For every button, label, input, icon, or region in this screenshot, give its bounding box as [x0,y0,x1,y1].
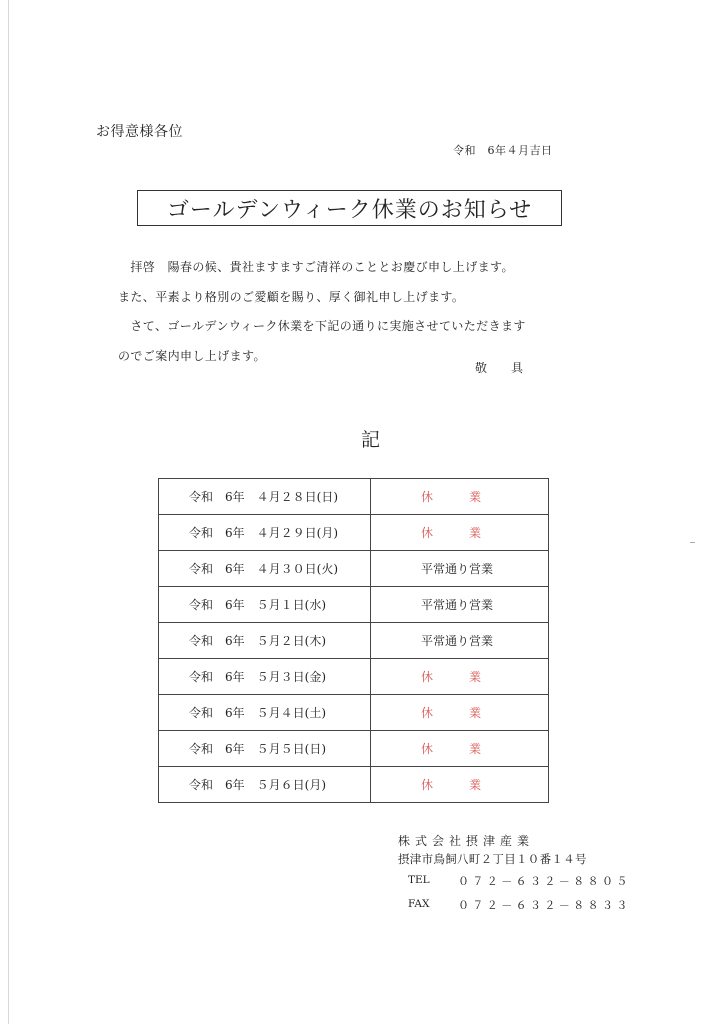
schedule-date-cell: 令和 6年 ５月６日(月) [159,767,371,803]
fax-number: ０７２－６３２－８８３３ [458,899,631,912]
title-box [137,190,562,226]
schedule-date-cell: 令和 6年 ４月２８日(日) [159,479,371,515]
schedule-status-cell: 休 業 [371,659,549,695]
schedule-table [158,478,549,803]
schedule-status-cell: 平常通り営業 [371,587,549,623]
schedule-status-cell: 休 業 [371,695,549,731]
table-row [159,515,549,551]
company-address: 摂津市鳥飼八町２丁目１０番１４号 [398,852,587,866]
ki-heading: 記 [361,429,381,451]
table-row [159,551,549,587]
body-line-1: 拝啓 陽春の候、貴社ますますご清祥のこととお慶び申し上げます。 [118,260,514,274]
schedule-date-cell: 令和 6年 ４月２９日(月) [159,515,371,551]
table-row [159,695,549,731]
body-line-2: また、平素より格別のご愛顧を賜り、厚く御礼申し上げます。 [118,290,465,304]
table-row [159,659,549,695]
body-line-3: さて、ゴールデンウィーク休業を下記の通りに実施させていただきます [118,319,526,333]
schedule-status-cell: 休 業 [371,479,549,515]
body-line-4: のでご案内申し上げます。 [118,349,266,363]
table-row [159,623,549,659]
schedule-date-cell: 令和 6年 ５月４日(土) [159,695,371,731]
schedule-status-cell: 休 業 [371,731,549,767]
schedule-date-cell: 令和 6年 ５月１日(水) [159,587,371,623]
issue-date: 令和 6年４月吉日 [453,144,553,157]
page-edge [8,0,9,1024]
schedule-status-cell: 休 業 [371,767,549,803]
schedule-status-cell: 休 業 [371,515,549,551]
schedule-date-cell: 令和 6年 ５月５日(日) [159,731,371,767]
company-name: 株式会社摂津産業 [398,834,535,848]
table-row [159,731,549,767]
table-row [159,587,549,623]
table-row [159,479,549,515]
schedule-status-cell: 平常通り営業 [371,623,549,659]
tel-number: ０７２－６３２－８８０５ [458,875,631,888]
schedule-status-cell: 平常通り営業 [371,551,549,587]
schedule-date-cell: 令和 6年 ５月２日(木) [159,623,371,659]
table-row [159,767,549,803]
fax-label: FAX [408,898,430,910]
closing-phrase: 敬 具 [475,361,524,375]
schedule-date-cell: 令和 6年 ４月３０日(火) [159,551,371,587]
schedule-date-cell: 令和 6年 ５月３日(金) [159,659,371,695]
tel-label: TEL [408,874,430,886]
notice-title: ゴールデンウィーク休業のお知らせ [166,197,533,223]
addressee: お得意様各位 [96,124,183,140]
scan-mark [690,542,695,543]
